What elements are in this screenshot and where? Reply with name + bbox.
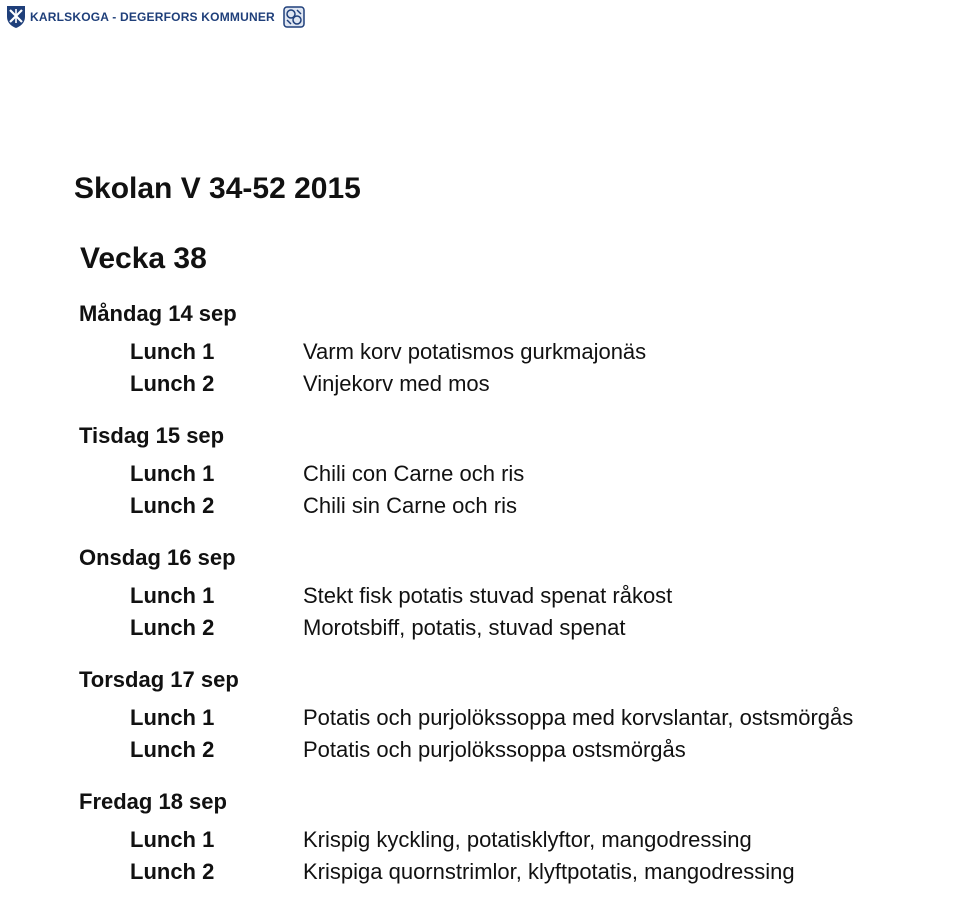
meal-row [0,702,960,734]
meal-row [0,856,960,888]
meal-dish: Krispiga quornstrimlor, klyftpotatis, mangodressing [303,859,795,884]
meal-row [0,824,960,856]
seal-icon [283,6,305,28]
meal-label: Lunch 2 [130,371,215,396]
meal-row [0,368,960,400]
meal-dish: Chili con Carne och ris [303,461,525,486]
meal-label: Lunch 1 [130,827,215,852]
day-section [0,296,960,418]
meal-dish: Stekt fisk potatis stuvad spenat råkost [303,583,673,608]
meal-label: Lunch 2 [130,615,215,640]
meal-dish: Morotsbiff, potatis, stuvad spenat [303,615,626,640]
day-section [0,540,960,662]
meal-label: Lunch 1 [130,583,215,608]
meal-row [0,734,960,766]
day-title: Fredag 18 sep [79,789,227,814]
menu-list [0,296,960,906]
meal-label: Lunch 2 [130,737,215,762]
meal-label: Lunch 1 [130,461,215,486]
day-section [0,784,960,906]
meal-dish: Vinjekorv med mos [303,371,490,396]
meal-label: Lunch 2 [130,493,215,518]
day-title: Onsdag 16 sep [79,545,236,570]
meal-dish: Potatis och purjolökssoppa ostsmörgås [303,737,686,762]
day-title: Måndag 14 sep [79,301,237,326]
meal-row [0,336,960,368]
meal-label: Lunch 1 [130,339,215,364]
day-section [0,418,960,540]
meal-label: Lunch 1 [130,705,215,730]
meal-dish: Varm korv potatismos gurkmajonäs [303,339,647,364]
week-title: Vecka 38 [80,242,207,275]
meal-row [0,580,960,612]
meal-dish: Chili sin Carne och ris [303,493,517,518]
meal-dish: Potatis och purjolökssoppa med korvslantar, ostsmörgås [303,705,854,730]
meal-row [0,458,960,490]
meal-row [0,490,960,522]
day-title: Torsdag 17 sep [79,667,239,692]
meal-label: Lunch 2 [130,859,215,884]
shield-logo-icon [6,5,26,29]
brand-name: KARLSKOGA - DEGERFORS KOMMUNER [30,10,275,24]
day-section [0,662,960,784]
meal-dish: Krispig kyckling, potatisklyftor, mangodressing [303,827,752,852]
header [6,4,305,30]
day-title: Tisdag 15 sep [79,423,225,448]
document-title: Skolan V 34-52 2015 [74,172,361,205]
meal-row [0,612,960,644]
